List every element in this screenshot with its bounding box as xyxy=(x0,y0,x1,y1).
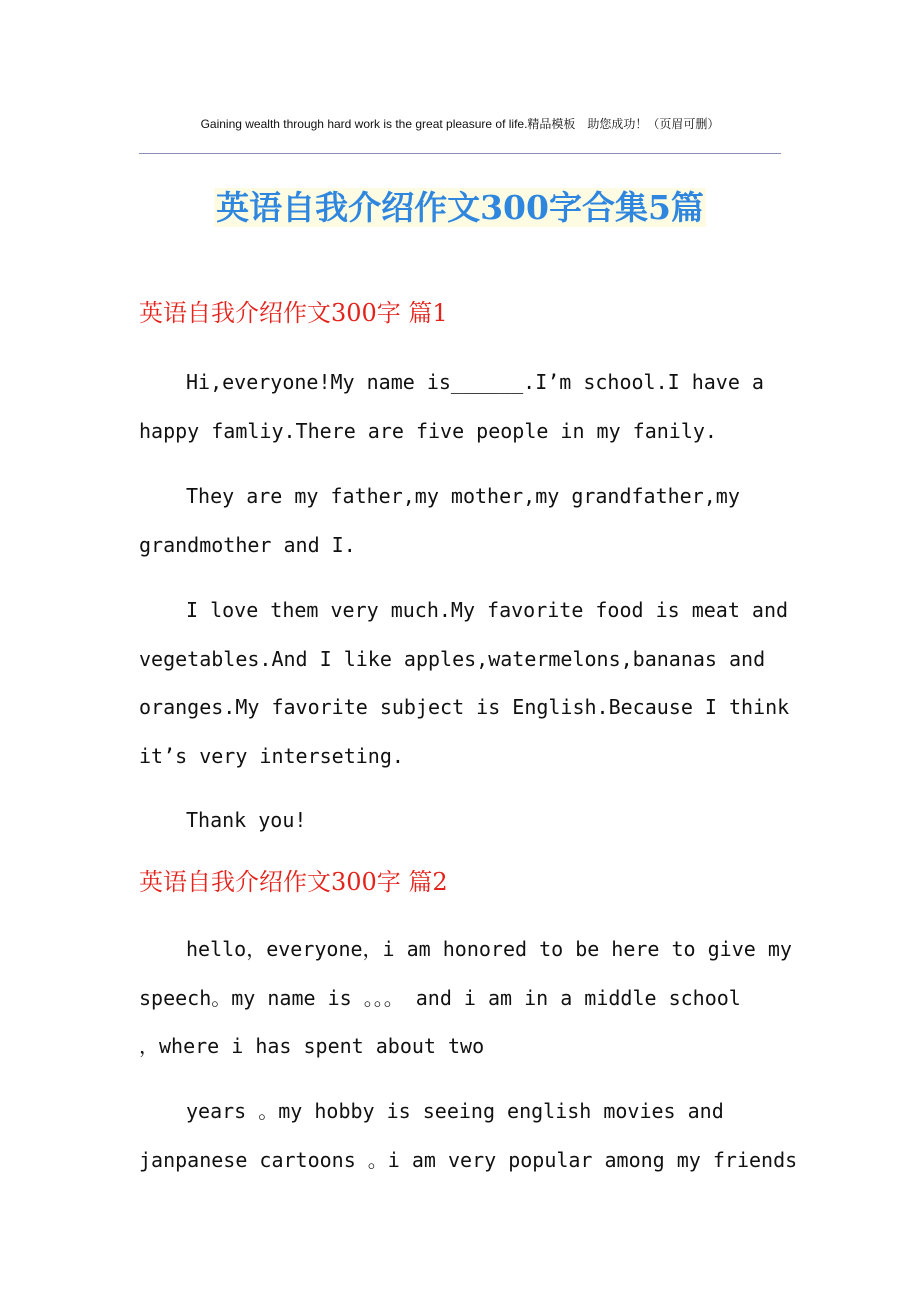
page-header-text: Gaining wealth through hard work is the great pleasure of life.精品模板 助您成功！（页眉可删） xyxy=(200,117,720,131)
paragraph-line: janpanese cartoons 。i am very popular among my friends xyxy=(139,1147,798,1172)
paragraph-line: Hi,everyone!My name is______.I’m school.I have a xyxy=(186,370,764,394)
paragraph-line: years 。my hobby is seeing english movies and xyxy=(186,1099,724,1123)
paragraph-line: hello，everyone，i am honored to be here to give my xyxy=(186,937,792,961)
header-divider xyxy=(139,153,781,154)
paragraph xyxy=(139,1087,798,1184)
paragraph xyxy=(139,796,789,845)
paragraph-line: grandmother and I. xyxy=(139,532,356,557)
paragraph xyxy=(139,358,789,455)
paragraph-line: I love them very much.My favorite food is meat and xyxy=(186,598,789,622)
section-heading-2: 英语自我介绍作文300字 篇2 xyxy=(139,868,448,896)
paragraph-line: oranges.My favorite subject is English.Because I think xyxy=(139,695,790,719)
paragraph-line: Thank you! xyxy=(186,808,307,832)
section-heading-1: 英语自我介绍作文300字 篇1 xyxy=(139,299,448,327)
paragraph-line: it’s very interseting. xyxy=(139,743,404,768)
paragraph-line: They are my father,my mother,my grandfather,my xyxy=(186,484,740,508)
paragraph xyxy=(139,472,789,569)
document-title xyxy=(0,183,920,233)
paragraph xyxy=(139,586,789,780)
paragraph-line: speech。my name is 。。。 and i am in a middle school xyxy=(139,985,741,1010)
document-title-text: 英语自我介绍作文300字合集5篇 xyxy=(216,188,704,227)
paragraph-line: happy famliy.There are five people in my fanily. xyxy=(139,418,717,443)
paragraph-line: vegetables.And I like apples,watermelons,bananas and xyxy=(139,646,766,671)
paragraph xyxy=(139,925,792,1071)
paragraph-line: ，where i has spent about two xyxy=(139,1034,485,1058)
